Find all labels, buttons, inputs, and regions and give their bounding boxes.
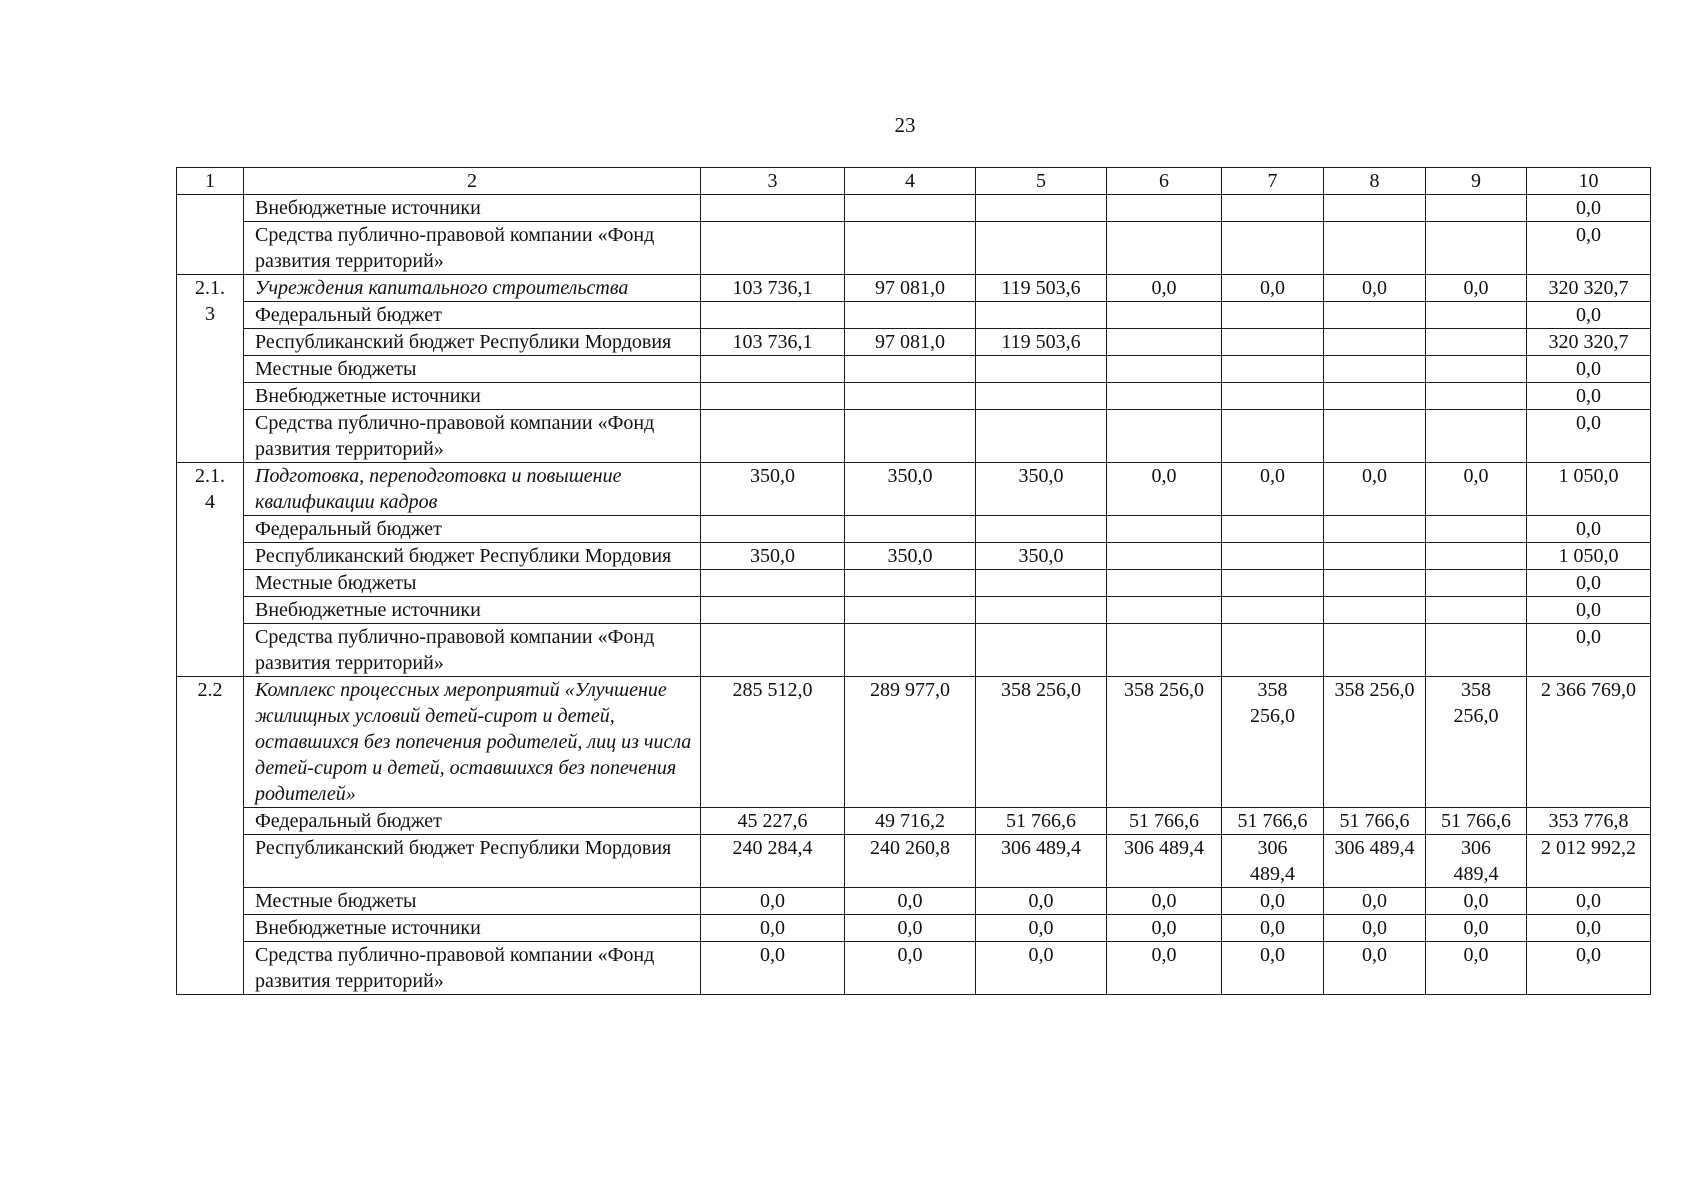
value-cell-col-7: 358 256,0	[1222, 677, 1324, 808]
row-code-cell: 2.2	[177, 677, 244, 995]
value-cell-col-6	[1107, 410, 1222, 463]
value-cell-col-3	[701, 410, 845, 463]
table-row	[177, 516, 1651, 543]
funding-source-cell: Средства публично-правовой компании «Фонд развития территорий»	[244, 410, 701, 463]
value-cell-col-7: 0,0	[1222, 275, 1324, 302]
funding-source-cell: Местные бюджеты	[244, 888, 701, 915]
value-cell-col-8	[1324, 383, 1426, 410]
value-cell-col-4: 49 716,2	[845, 808, 976, 835]
table-body	[177, 168, 1651, 995]
value-cell-col-3	[701, 302, 845, 329]
value-cell-col-8: 0,0	[1324, 463, 1426, 516]
value-cell-col-10: 0,0	[1527, 915, 1651, 942]
value-cell-col-9	[1426, 383, 1527, 410]
table-row	[177, 543, 1651, 570]
funding-source-cell: Республиканский бюджет Республики Мордовия	[244, 835, 701, 888]
value-cell-col-4	[845, 410, 976, 463]
value-cell-col-5	[976, 383, 1107, 410]
value-cell-col-4: 350,0	[845, 463, 976, 516]
value-cell-col-9	[1426, 222, 1527, 275]
value-cell-col-3	[701, 570, 845, 597]
section-title-cell: Комплекс процессных мероприятий «Улучшение жилищных условий детей-сирот и детей, оставшихся без попечения родителей, лиц из числа детей-сирот и детей, оставшихся без попечения родителей»	[244, 677, 701, 808]
value-cell-col-4: 0,0	[845, 915, 976, 942]
value-cell-col-4	[845, 302, 976, 329]
header-cell-7: 7	[1222, 168, 1324, 195]
value-cell-col-7	[1222, 410, 1324, 463]
value-cell-col-3: 350,0	[701, 543, 845, 570]
value-cell-col-5	[976, 410, 1107, 463]
value-cell-col-3: 240 284,4	[701, 835, 845, 888]
value-cell-col-8	[1324, 302, 1426, 329]
value-cell-col-8: 0,0	[1324, 275, 1426, 302]
budget-table	[176, 167, 1651, 995]
value-cell-col-4: 97 081,0	[845, 329, 976, 356]
value-cell-col-3	[701, 597, 845, 624]
value-cell-col-5: 350,0	[976, 543, 1107, 570]
value-cell-col-8	[1324, 329, 1426, 356]
value-cell-col-3	[701, 624, 845, 677]
funding-source-cell: Средства публично-правовой компании «Фонд развития территорий»	[244, 222, 701, 275]
value-cell-col-5	[976, 597, 1107, 624]
value-cell-col-8: 0,0	[1324, 942, 1426, 995]
table-row	[177, 570, 1651, 597]
value-cell-col-5	[976, 356, 1107, 383]
value-cell-col-6: 0,0	[1107, 275, 1222, 302]
table-row	[177, 597, 1651, 624]
value-cell-col-3: 103 736,1	[701, 275, 845, 302]
value-cell-col-4	[845, 195, 976, 222]
table-row	[177, 356, 1651, 383]
table-row	[177, 410, 1651, 463]
value-cell-col-10: 0,0	[1527, 222, 1651, 275]
value-cell-col-8: 358 256,0	[1324, 677, 1426, 808]
value-cell-col-6	[1107, 543, 1222, 570]
header-cell-3: 3	[701, 168, 845, 195]
table-row	[177, 329, 1651, 356]
value-cell-col-4	[845, 597, 976, 624]
value-cell-col-10: 1 050,0	[1527, 543, 1651, 570]
value-cell-col-9	[1426, 570, 1527, 597]
value-cell-col-9	[1426, 302, 1527, 329]
value-cell-col-3	[701, 356, 845, 383]
table-row	[177, 195, 1651, 222]
value-cell-col-3	[701, 516, 845, 543]
value-cell-col-5: 358 256,0	[976, 677, 1107, 808]
table-row	[177, 275, 1651, 302]
value-cell-col-7: 0,0	[1222, 915, 1324, 942]
value-cell-col-10: 0,0	[1527, 942, 1651, 995]
value-cell-col-7	[1222, 516, 1324, 543]
section-title-cell: Подготовка, переподготовка и повышение квалификации кадров	[244, 463, 701, 516]
value-cell-col-3	[701, 222, 845, 275]
value-cell-col-8	[1324, 222, 1426, 275]
header-cell-5: 5	[976, 168, 1107, 195]
value-cell-col-7: 306 489,4	[1222, 835, 1324, 888]
table-row	[177, 624, 1651, 677]
header-cell-10: 10	[1527, 168, 1651, 195]
value-cell-col-9	[1426, 597, 1527, 624]
value-cell-col-10: 0,0	[1527, 516, 1651, 543]
value-cell-col-4	[845, 383, 976, 410]
value-cell-col-9	[1426, 410, 1527, 463]
value-cell-col-5: 51 766,6	[976, 808, 1107, 835]
value-cell-col-4: 289 977,0	[845, 677, 976, 808]
value-cell-col-9: 0,0	[1426, 463, 1527, 516]
value-cell-col-10: 0,0	[1527, 410, 1651, 463]
funding-source-cell: Местные бюджеты	[244, 570, 701, 597]
value-cell-col-6: 0,0	[1107, 915, 1222, 942]
funding-source-cell: Внебюджетные источники	[244, 597, 701, 624]
funding-source-cell: Средства публично-правовой компании «Фонд развития территорий»	[244, 624, 701, 677]
value-cell-col-4: 0,0	[845, 888, 976, 915]
value-cell-col-4	[845, 624, 976, 677]
value-cell-col-5	[976, 222, 1107, 275]
value-cell-col-9: 306 489,4	[1426, 835, 1527, 888]
value-cell-col-10: 353 776,8	[1527, 808, 1651, 835]
value-cell-col-9	[1426, 543, 1527, 570]
value-cell-col-7	[1222, 222, 1324, 275]
value-cell-col-7: 0,0	[1222, 942, 1324, 995]
value-cell-col-8	[1324, 356, 1426, 383]
value-cell-col-7	[1222, 329, 1324, 356]
value-cell-col-6	[1107, 383, 1222, 410]
table-row	[177, 463, 1651, 516]
value-cell-col-6	[1107, 570, 1222, 597]
value-cell-col-3: 0,0	[701, 942, 845, 995]
value-cell-col-9: 51 766,6	[1426, 808, 1527, 835]
value-cell-col-9	[1426, 195, 1527, 222]
value-cell-col-9	[1426, 356, 1527, 383]
value-cell-col-7	[1222, 195, 1324, 222]
value-cell-col-7	[1222, 356, 1324, 383]
value-cell-col-10: 320 320,7	[1527, 329, 1651, 356]
value-cell-col-8: 51 766,6	[1324, 808, 1426, 835]
table-row	[177, 302, 1651, 329]
value-cell-col-3: 0,0	[701, 888, 845, 915]
value-cell-col-7	[1222, 624, 1324, 677]
value-cell-col-6: 0,0	[1107, 463, 1222, 516]
value-cell-col-5	[976, 624, 1107, 677]
value-cell-col-8	[1324, 597, 1426, 624]
value-cell-col-10: 320 320,7	[1527, 275, 1651, 302]
value-cell-col-10: 0,0	[1527, 570, 1651, 597]
funding-source-cell: Внебюджетные источники	[244, 915, 701, 942]
value-cell-col-5	[976, 516, 1107, 543]
funding-source-cell: Внебюджетные источники	[244, 195, 701, 222]
value-cell-col-8	[1324, 516, 1426, 543]
value-cell-col-10: 0,0	[1527, 383, 1651, 410]
value-cell-col-7	[1222, 543, 1324, 570]
value-cell-col-3: 350,0	[701, 463, 845, 516]
value-cell-col-5: 119 503,6	[976, 329, 1107, 356]
funding-source-cell: Средства публично-правовой компании «Фонд развития территорий»	[244, 942, 701, 995]
page-number: 23	[894, 113, 916, 137]
value-cell-col-3: 103 736,1	[701, 329, 845, 356]
value-cell-col-9: 0,0	[1426, 275, 1527, 302]
header-cell-1: 1	[177, 168, 244, 195]
table-row	[177, 942, 1651, 995]
value-cell-col-6	[1107, 624, 1222, 677]
value-cell-col-6	[1107, 597, 1222, 624]
value-cell-col-10: 0,0	[1527, 624, 1651, 677]
funding-source-cell: Федеральный бюджет	[244, 302, 701, 329]
value-cell-col-6	[1107, 302, 1222, 329]
value-cell-col-7: 0,0	[1222, 463, 1324, 516]
value-cell-col-6: 51 766,6	[1107, 808, 1222, 835]
value-cell-col-10: 2 012 992,2	[1527, 835, 1651, 888]
value-cell-col-10: 0,0	[1527, 597, 1651, 624]
value-cell-col-4	[845, 222, 976, 275]
table-row	[177, 888, 1651, 915]
funding-source-cell: Федеральный бюджет	[244, 516, 701, 543]
table-row	[177, 222, 1651, 275]
value-cell-col-9: 358 256,0	[1426, 677, 1527, 808]
value-cell-col-10: 2 366 769,0	[1527, 677, 1651, 808]
value-cell-col-4: 240 260,8	[845, 835, 976, 888]
header-cell-8: 8	[1324, 168, 1426, 195]
value-cell-col-5: 0,0	[976, 888, 1107, 915]
header-cell-9: 9	[1426, 168, 1527, 195]
header-cell-6: 6	[1107, 168, 1222, 195]
funding-source-cell: Федеральный бюджет	[244, 808, 701, 835]
value-cell-col-8: 0,0	[1324, 915, 1426, 942]
value-cell-col-5: 306 489,4	[976, 835, 1107, 888]
value-cell-col-6: 0,0	[1107, 888, 1222, 915]
value-cell-col-3: 45 227,6	[701, 808, 845, 835]
value-cell-col-10: 0,0	[1527, 888, 1651, 915]
value-cell-col-7: 0,0	[1222, 888, 1324, 915]
section-title-cell: Учреждения капитального строительства	[244, 275, 701, 302]
value-cell-col-9	[1426, 516, 1527, 543]
value-cell-col-5: 350,0	[976, 463, 1107, 516]
value-cell-col-3: 0,0	[701, 915, 845, 942]
value-cell-col-5: 119 503,6	[976, 275, 1107, 302]
funding-source-cell: Внебюджетные источники	[244, 383, 701, 410]
value-cell-col-8	[1324, 543, 1426, 570]
value-cell-col-6: 0,0	[1107, 942, 1222, 995]
value-cell-col-9: 0,0	[1426, 888, 1527, 915]
value-cell-col-10: 1 050,0	[1527, 463, 1651, 516]
value-cell-col-5	[976, 570, 1107, 597]
value-cell-col-6	[1107, 356, 1222, 383]
value-cell-col-8: 0,0	[1324, 888, 1426, 915]
value-cell-col-7	[1222, 597, 1324, 624]
row-code-cell: 2.1. 3	[177, 275, 244, 463]
value-cell-col-9: 0,0	[1426, 915, 1527, 942]
header-cell-4: 4	[845, 168, 976, 195]
value-cell-col-3	[701, 195, 845, 222]
value-cell-col-6	[1107, 195, 1222, 222]
value-cell-col-10: 0,0	[1527, 195, 1651, 222]
value-cell-col-8	[1324, 624, 1426, 677]
value-cell-col-6: 358 256,0	[1107, 677, 1222, 808]
value-cell-col-9: 0,0	[1426, 942, 1527, 995]
table-row	[177, 915, 1651, 942]
value-cell-col-9	[1426, 329, 1527, 356]
header-cell-2: 2	[244, 168, 701, 195]
value-cell-col-4	[845, 356, 976, 383]
value-cell-col-8	[1324, 410, 1426, 463]
funding-source-cell: Республиканский бюджет Республики Мордовия	[244, 543, 701, 570]
table-header-row	[177, 168, 1651, 195]
value-cell-col-8	[1324, 570, 1426, 597]
value-cell-col-10: 0,0	[1527, 356, 1651, 383]
value-cell-col-6	[1107, 516, 1222, 543]
value-cell-col-6: 306 489,4	[1107, 835, 1222, 888]
funding-source-cell: Республиканский бюджет Республики Мордовия	[244, 329, 701, 356]
value-cell-col-9	[1426, 624, 1527, 677]
value-cell-col-4: 97 081,0	[845, 275, 976, 302]
table-row	[177, 383, 1651, 410]
value-cell-col-3	[701, 383, 845, 410]
value-cell-col-4	[845, 516, 976, 543]
value-cell-col-5	[976, 195, 1107, 222]
row-code-cell	[177, 195, 244, 275]
table-row	[177, 808, 1651, 835]
value-cell-col-5: 0,0	[976, 942, 1107, 995]
value-cell-col-4: 0,0	[845, 942, 976, 995]
table-row	[177, 677, 1651, 808]
value-cell-col-4	[845, 570, 976, 597]
value-cell-col-6	[1107, 222, 1222, 275]
value-cell-col-7: 51 766,6	[1222, 808, 1324, 835]
table-row	[177, 835, 1651, 888]
value-cell-col-7	[1222, 302, 1324, 329]
value-cell-col-5	[976, 302, 1107, 329]
value-cell-col-7	[1222, 570, 1324, 597]
row-code-cell: 2.1. 4	[177, 463, 244, 677]
value-cell-col-6	[1107, 329, 1222, 356]
value-cell-col-3: 285 512,0	[701, 677, 845, 808]
value-cell-col-7	[1222, 383, 1324, 410]
value-cell-col-5: 0,0	[976, 915, 1107, 942]
value-cell-col-4: 350,0	[845, 543, 976, 570]
funding-source-cell: Местные бюджеты	[244, 356, 701, 383]
value-cell-col-10: 0,0	[1527, 302, 1651, 329]
value-cell-col-8	[1324, 195, 1426, 222]
value-cell-col-8: 306 489,4	[1324, 835, 1426, 888]
